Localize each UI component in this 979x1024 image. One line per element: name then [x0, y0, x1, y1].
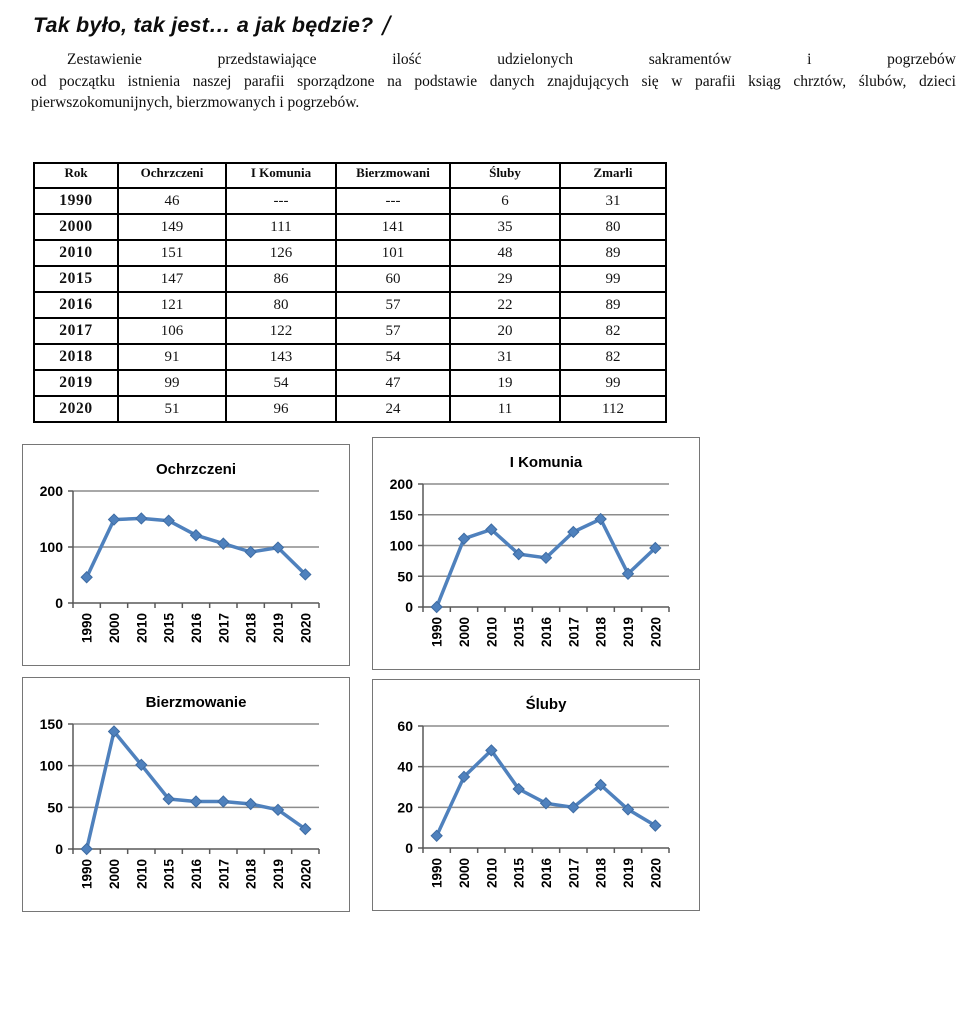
value-cell: 35 — [450, 214, 560, 240]
table-row — [34, 370, 666, 396]
svg-text:2019: 2019 — [621, 617, 636, 648]
svg-text:2019: 2019 — [271, 613, 286, 644]
value-cell: 11 — [450, 396, 560, 422]
svg-text:2020: 2020 — [648, 858, 664, 889]
value-cell: 57 — [336, 318, 450, 344]
svg-text:2018: 2018 — [593, 617, 609, 648]
svg-text:2000: 2000 — [457, 617, 472, 648]
chart-plot-baptisms — [23, 481, 349, 665]
value-cell: 99 — [560, 370, 666, 396]
chart-plot-first-communion — [373, 474, 699, 669]
svg-text:2010: 2010 — [134, 859, 150, 890]
table-row — [34, 292, 666, 318]
column-header: Bierzmowani — [336, 163, 450, 188]
svg-text:2016: 2016 — [539, 858, 554, 889]
chart-title: Bierzmowanie — [145, 694, 247, 711]
svg-text:50: 50 — [397, 568, 413, 585]
svg-text:2017: 2017 — [566, 617, 582, 648]
value-cell: 141 — [336, 214, 450, 240]
svg-text:2020: 2020 — [298, 613, 314, 644]
value-cell: 6 — [450, 188, 560, 214]
svg-text:1990: 1990 — [429, 617, 445, 648]
svg-text:100: 100 — [39, 539, 63, 555]
value-cell: 82 — [560, 344, 666, 370]
chart-title: I Komunia — [509, 454, 583, 471]
value-cell: 149 — [118, 214, 226, 240]
value-cell: 80 — [560, 214, 666, 240]
svg-text:150: 150 — [39, 716, 63, 732]
page-title — [33, 11, 390, 42]
value-cell: 51 — [118, 396, 226, 422]
svg-text:2015: 2015 — [161, 613, 177, 644]
column-header: Zmarli — [560, 163, 666, 188]
year-cell: 2016 — [34, 292, 118, 318]
value-cell: 101 — [336, 240, 450, 266]
svg-text:0: 0 — [405, 840, 413, 856]
svg-text:2017: 2017 — [216, 613, 232, 644]
svg-text:2010: 2010 — [484, 617, 500, 648]
paragraph-line: Zestawienie przedstawiające ilość udzielonych sakramentów i pogrzebów — [67, 51, 956, 68]
value-cell: 147 — [118, 266, 226, 292]
value-cell: 96 — [226, 396, 336, 422]
chart-plot-weddings — [373, 716, 699, 910]
value-cell: 112 — [560, 396, 666, 422]
value-cell: 126 — [226, 240, 336, 266]
value-cell: 89 — [560, 292, 666, 318]
svg-text:2019: 2019 — [271, 859, 286, 890]
page-title-text: Tak było, tak jest… a jak będzie? — [33, 13, 374, 37]
value-cell: 29 — [450, 266, 560, 292]
value-cell: 106 — [118, 318, 226, 344]
value-cell: --- — [336, 188, 450, 214]
paragraph-line: od początku istnienia naszej parafii sporządzone na podstawie danych znajdujących się w parafii ksiąg chrztów, ślubów, dzieci — [31, 72, 956, 90]
column-header: Śluby — [450, 163, 560, 188]
chart-confirmation — [22, 677, 350, 912]
value-cell: 46 — [118, 188, 226, 214]
year-cell: 1990 — [34, 188, 118, 214]
value-cell: 86 — [226, 266, 336, 292]
svg-text:2000: 2000 — [107, 859, 122, 890]
svg-text:2017: 2017 — [566, 858, 582, 889]
year-cell: 2018 — [34, 344, 118, 370]
chart-title: Śluby — [525, 696, 567, 713]
svg-text:2017: 2017 — [216, 859, 232, 890]
svg-text:2000: 2000 — [107, 613, 122, 644]
value-cell: 20 — [450, 318, 560, 344]
table-row — [34, 240, 666, 266]
chart-baptisms — [22, 444, 350, 666]
value-cell: 89 — [560, 240, 666, 266]
svg-text:2020: 2020 — [648, 617, 664, 648]
svg-text:60: 60 — [397, 718, 413, 734]
value-cell: 57 — [336, 292, 450, 318]
svg-text:2010: 2010 — [484, 858, 500, 889]
caret-mark: / — [382, 11, 391, 41]
svg-text:0: 0 — [55, 841, 63, 857]
svg-text:2019: 2019 — [621, 858, 636, 889]
chart-weddings — [372, 679, 700, 911]
value-cell: 151 — [118, 240, 226, 266]
svg-text:100: 100 — [39, 757, 63, 774]
svg-text:200: 200 — [389, 476, 413, 492]
chart-first-communion — [372, 437, 700, 670]
svg-text:2010: 2010 — [134, 613, 150, 644]
value-cell: 54 — [336, 344, 450, 370]
table-row — [34, 318, 666, 344]
value-cell: 47 — [336, 370, 450, 396]
value-cell: 19 — [450, 370, 560, 396]
value-cell: 111 — [226, 214, 336, 240]
svg-text:50: 50 — [47, 799, 63, 816]
table-header-row — [34, 163, 666, 188]
value-cell: 60 — [336, 266, 450, 292]
svg-text:1990: 1990 — [79, 859, 95, 890]
column-header: Ochrzczeni — [118, 163, 226, 188]
svg-text:1990: 1990 — [79, 613, 95, 644]
svg-text:100: 100 — [389, 537, 413, 554]
svg-text:2015: 2015 — [511, 617, 527, 648]
svg-text:2000: 2000 — [457, 858, 472, 889]
table-row — [34, 344, 666, 370]
value-cell: 22 — [450, 292, 560, 318]
svg-text:2018: 2018 — [593, 858, 609, 889]
svg-text:20: 20 — [397, 799, 413, 816]
svg-text:2016: 2016 — [539, 617, 554, 648]
value-cell: 121 — [118, 292, 226, 318]
svg-text:2016: 2016 — [189, 613, 204, 644]
year-cell: 2010 — [34, 240, 118, 266]
table-row — [34, 396, 666, 422]
svg-text:0: 0 — [55, 595, 63, 611]
year-cell: 2020 — [34, 396, 118, 422]
svg-text:2020: 2020 — [298, 859, 314, 890]
svg-text:1990: 1990 — [429, 858, 445, 889]
svg-text:2016: 2016 — [189, 859, 204, 890]
year-cell: 2000 — [34, 214, 118, 240]
value-cell: 80 — [226, 292, 336, 318]
svg-text:2015: 2015 — [161, 859, 177, 890]
paragraph-line: pierwszokomunijnych, bierzmowanych i pogrzebów. — [31, 94, 360, 111]
value-cell: 99 — [118, 370, 226, 396]
svg-text:200: 200 — [39, 483, 63, 499]
intro-paragraph — [31, 49, 956, 114]
svg-text:2018: 2018 — [243, 613, 259, 644]
svg-text:2018: 2018 — [243, 859, 259, 890]
column-header: I Komunia — [226, 163, 336, 188]
value-cell: 143 — [226, 344, 336, 370]
value-cell: 82 — [560, 318, 666, 344]
value-cell: 122 — [226, 318, 336, 344]
value-cell: 31 — [450, 344, 560, 370]
year-cell: 2015 — [34, 266, 118, 292]
column-header: Rok — [34, 163, 118, 188]
chart-title: Ochrzczeni — [155, 461, 237, 478]
value-cell: 48 — [450, 240, 560, 266]
year-cell: 2019 — [34, 370, 118, 396]
value-cell: 99 — [560, 266, 666, 292]
sacraments-table — [33, 162, 667, 423]
chart-plot-confirmation — [23, 714, 349, 911]
value-cell: 54 — [226, 370, 336, 396]
svg-text:40: 40 — [397, 758, 413, 775]
value-cell: 24 — [336, 396, 450, 422]
svg-text:2015: 2015 — [511, 858, 527, 889]
year-cell: 2017 — [34, 318, 118, 344]
svg-text:0: 0 — [405, 599, 413, 615]
value-cell: 91 — [118, 344, 226, 370]
table-row — [34, 266, 666, 292]
value-cell: 31 — [560, 188, 666, 214]
table-row — [34, 188, 666, 214]
value-cell: --- — [226, 188, 336, 214]
table-row — [34, 214, 666, 240]
svg-text:150: 150 — [389, 506, 413, 523]
